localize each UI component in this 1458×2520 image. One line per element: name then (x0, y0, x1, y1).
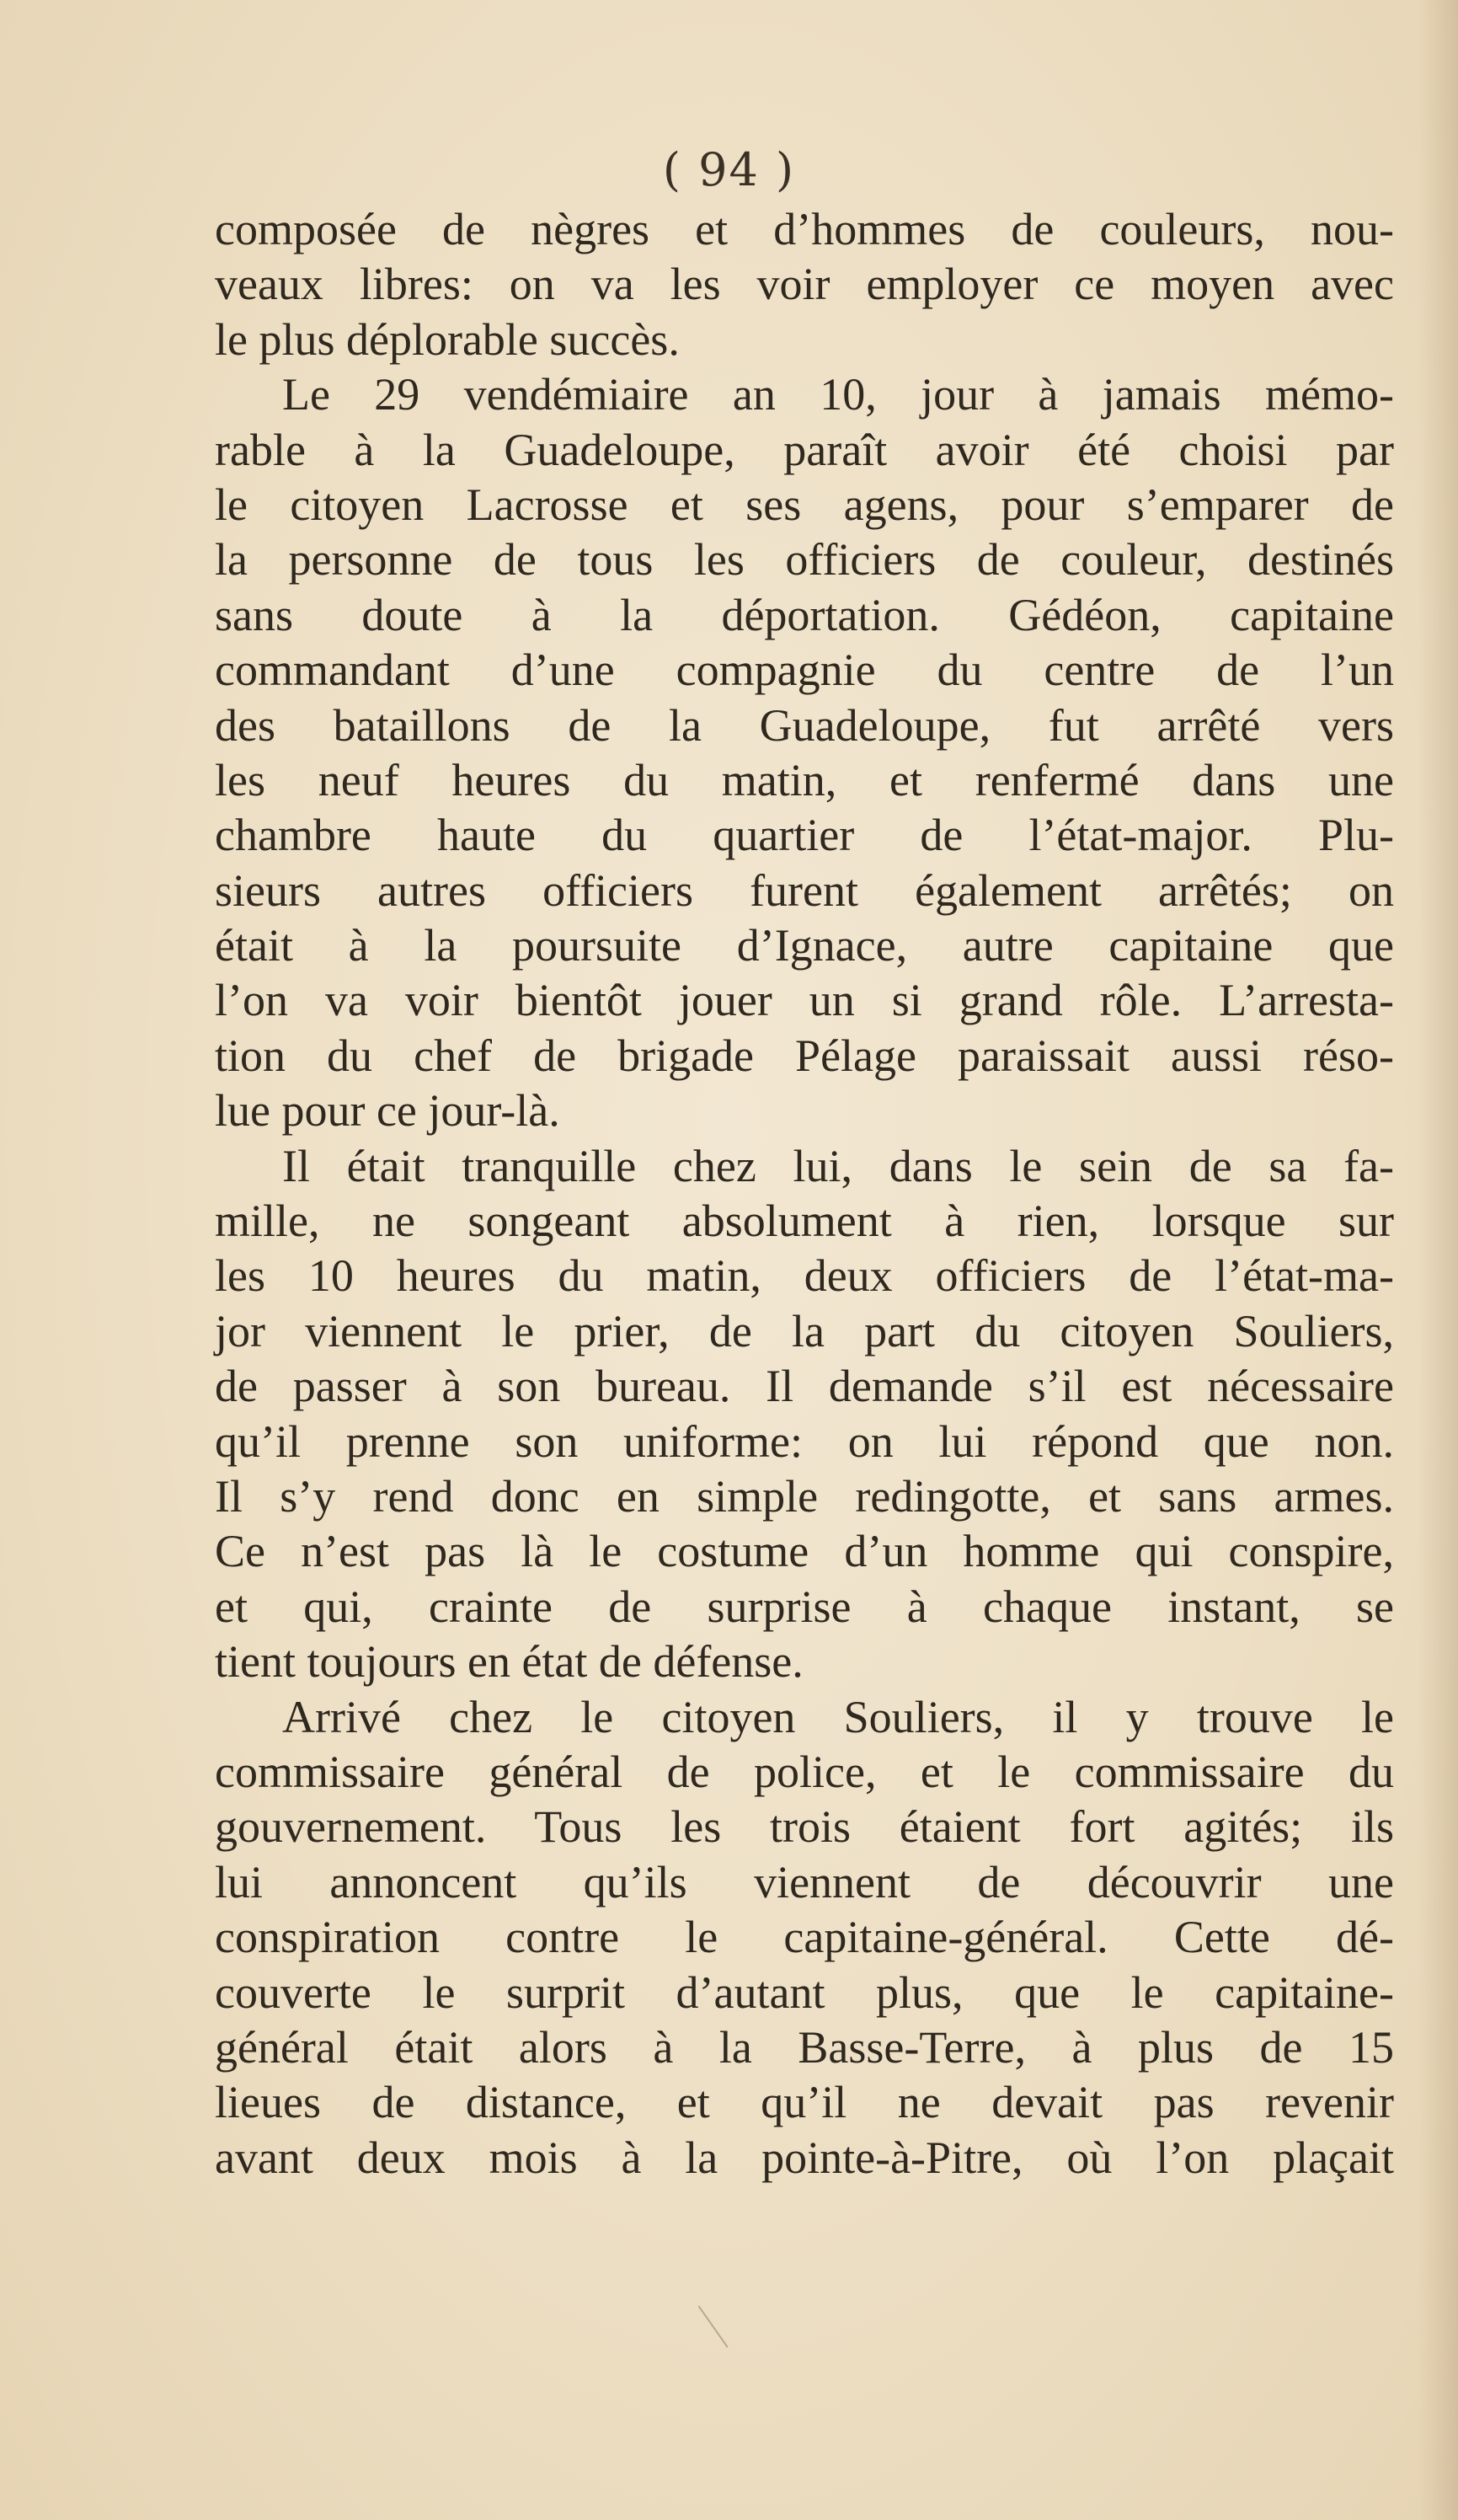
text-line: les 10 heures du matin, deux officiers de l’état-ma- (215, 1250, 1394, 1302)
text-line: Il était tranquille chez lui, dans le sein de sa fa- (282, 1140, 1394, 1191)
text-line: rable à la Guadeloupe, paraît avoir été choisi par (215, 424, 1394, 475)
text-line: le plus déplorable succès. (215, 313, 680, 365)
pen-mark (698, 2286, 756, 2347)
text-line: couverte le surprit d’autant plus, que le capitaine- (215, 1966, 1394, 2018)
text-line: mille, ne songeant absolument à rien, lorsque sur (215, 1196, 1394, 1247)
text-line: jor viennent le prier, de la part du citoyen Souliers, (215, 1305, 1394, 1356)
text-line: chambre haute du quartier de l’état-major. Plu- (215, 810, 1394, 861)
text-line: avant deux mois à la pointe-à-Pitre, où l’on plaçait (215, 2132, 1394, 2183)
text-line: lue pour ce jour-là. (215, 1085, 560, 1137)
text-line: tion du chef de brigade Pélage paraissait aussi réso- (215, 1030, 1394, 1081)
text-line: Arrivé chez le citoyen Souliers, il y trouve le (282, 1691, 1394, 1742)
text-line: lui annoncent qu’ils viennent de découvrir une (215, 1856, 1394, 1907)
text-line: sieurs autres officiers furent également arrêtés; on (215, 864, 1394, 916)
text-line: qu’il prenne son uniforme: on lui répond que non. (215, 1415, 1394, 1467)
text-line: commissaire général de police, et le commissaire du (215, 1746, 1394, 1797)
text-line: l’on va voir bientôt jouer un si grand rôle. L’arresta- (215, 975, 1394, 1026)
page-edge-shadow (1418, 0, 1458, 2520)
text-line: tient toujours en état de défense. (215, 1636, 804, 1688)
text-line: Le 29 vendémiaire an 10, jour à jamais mémo- (282, 369, 1394, 420)
text-line: était à la poursuite d’Ignace, autre capitaine que (215, 920, 1394, 971)
page-number: ( 94 ) (662, 143, 796, 196)
text-line: des bataillons de la Guadeloupe, fut arrêté vers (215, 699, 1394, 751)
text-line: et qui, crainte de surprise à chaque instant, se (215, 1581, 1394, 1632)
text-line: les neuf heures du matin, et renfermé dans une (215, 754, 1394, 805)
text-line: Il s’y rend donc en simple redingotte, et sans armes. (215, 1470, 1394, 1522)
text-line: de passer à son bureau. Il demande s’il est nécessaire (215, 1361, 1394, 1412)
text-line: gouvernement. Tous les trois étaient fort agités; ils (215, 1801, 1394, 1853)
text-line: Ce n’est pas là le costume d’un homme qui conspire, (215, 1526, 1394, 1577)
text-line: sans doute à la déportation. Gédéon, capitaine (215, 589, 1394, 640)
text-line: veaux libres: on va les voir employer ce moyen avec (215, 259, 1394, 310)
text-line: conspiration contre le capitaine-général. Cette dé- (215, 1912, 1394, 1963)
text-line: général était alors à la Basse-Terre, à plus de 15 (215, 2021, 1394, 2073)
text-line: lieues de distance, et qu’il ne devait pas revenir (215, 2077, 1394, 2128)
text-line: la personne de tous les officiers de couleur, destinés (215, 534, 1394, 586)
body-text (215, 202, 1394, 2186)
text-line: commandant d’une compagnie du centre de l’un (215, 645, 1394, 696)
text-line: le citoyen Lacrosse et ses agens, pour s’emparer de (215, 479, 1394, 530)
text-line: composée de nègres et d’hommes de couleurs, nou- (215, 204, 1394, 254)
